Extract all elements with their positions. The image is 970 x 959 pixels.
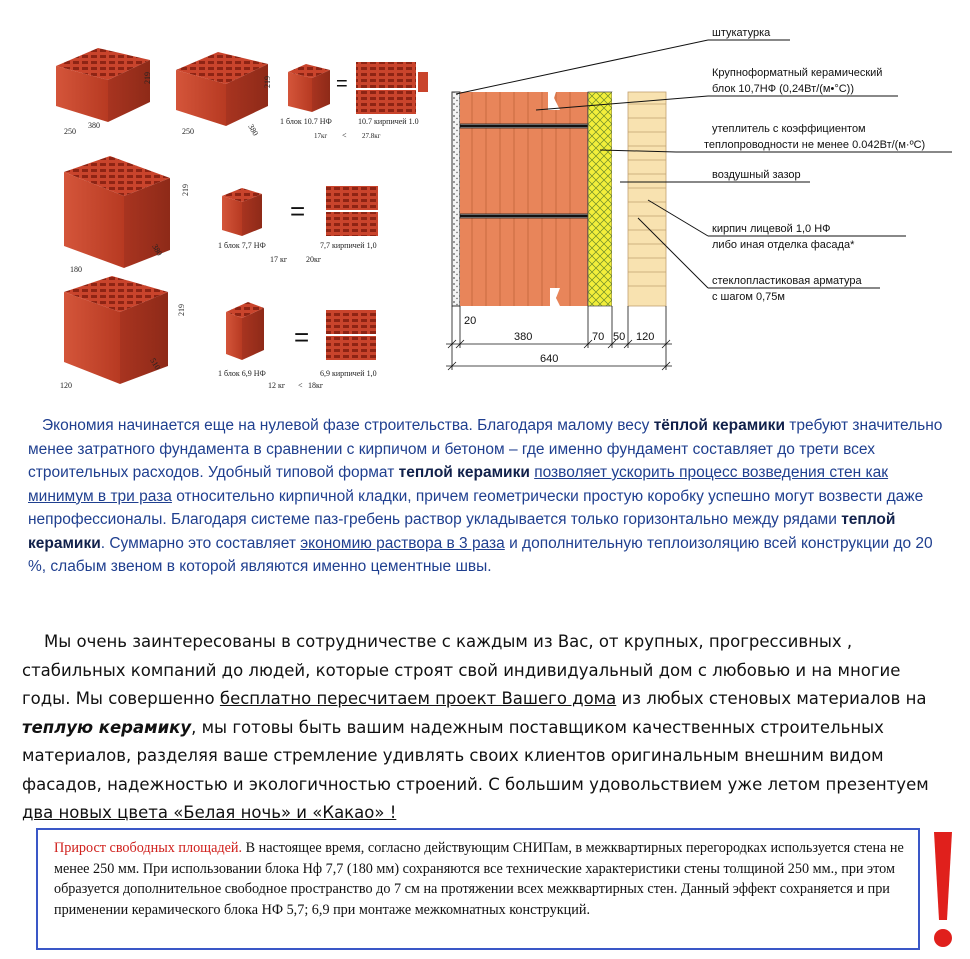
- p2-bi1: теплую керамику: [22, 717, 192, 737]
- row3-weight-left: 12 кг: [268, 381, 286, 390]
- brick-stack-3: [326, 310, 376, 360]
- ceramic-block-layer: [460, 86, 588, 310]
- row3-dim-w: 120: [60, 381, 72, 390]
- dim-b-h: 219: [263, 76, 272, 88]
- small-block-7-7: [222, 188, 262, 236]
- facing-brick-layer: [628, 92, 666, 306]
- p2-s2: из любых стеновых материалов на: [616, 689, 927, 708]
- block-10-7-b: [176, 52, 268, 126]
- p1-s2: требуют значительно менее затратного фундамента в сравнении с кирпичом и бетоном – где именно фундамент составляет до трети всех строительных расходов. Удобный типовой формат: [28, 417, 943, 481]
- label-block-1: Крупноформатный керамический: [712, 67, 883, 79]
- small-block-6-9: [226, 302, 264, 360]
- dim-b-l: 380: [246, 122, 261, 138]
- note-text: В настоящее время, согласно действующим СНИПам, в межквартирных перегородках используется стена не менее 250 мм. При использовании блока Нф 7,7 (180 мм) сохраняются все технические характеристики стены толщиной 250 мм., при этом образуется дополнительное свободное пространство до 7 см на протяжении всех межквартирных стен. Данный эффект сохраняется и при применении керамического блока НФ 5,7; 6,9 при монтаже межкомнатных конструкций.: [54, 840, 904, 918]
- row3-compare: <: [298, 381, 303, 390]
- row2-dim-h: 219: [181, 184, 190, 196]
- block-10-7-a: [56, 48, 150, 122]
- p1-s1: Экономия начинается еще на нулевой фазе строительства. Благодаря малому весу: [42, 417, 654, 434]
- economy-paragraph: [28, 414, 948, 579]
- label-facing-2: либо иная отделка фасада*: [712, 239, 855, 251]
- brick-comparison-figures: [0, 0, 440, 400]
- row1-bricks-caption: 10.7 кирпичей 1.0: [358, 117, 419, 126]
- row3-dim-l: 510: [148, 356, 163, 372]
- p2-u2: два новых цвета «Белая ночь» и «Какао» !: [22, 803, 397, 822]
- dim-b-w: 250: [182, 127, 194, 136]
- equals-sign-3: =: [294, 322, 310, 352]
- row3-block-caption: 1 блок 6,9 НФ: [218, 369, 266, 378]
- row3-bricks-caption: 6,9 кирпичей 1,0: [320, 369, 377, 378]
- cooperation-paragraph: [22, 628, 952, 828]
- note-heading: Прирост свободных площадей.: [54, 840, 243, 856]
- plaster-layer: [452, 92, 460, 306]
- air-gap: [612, 92, 628, 306]
- label-air-gap: воздушный зазор: [712, 169, 801, 181]
- row3-weight-right: 18кг: [308, 381, 324, 390]
- brick-stack-2: [326, 186, 378, 236]
- row3-dim-h: 219: [177, 304, 186, 316]
- row2-weight-right: 20кг: [306, 255, 322, 264]
- equals-sign-1: =: [336, 73, 348, 95]
- p2-s3: , мы готовы быть вашим надежным поставщиком качественных строительных материалов, разделяя ваше стремление удивлять своих клиентов оригинальным внешним видом фасадов, надежностью и экологичностью строений. С большим удовольствием уже летом презентуем: [22, 717, 929, 794]
- row2-weight-left: 17 кг: [270, 255, 288, 264]
- label-rebar-2: с шагом 0,75м: [712, 291, 785, 303]
- dim-20: 20: [464, 315, 477, 327]
- equals-sign-2: =: [290, 196, 306, 226]
- wall-section-diagram: [440, 0, 970, 400]
- p1-u2: экономию раствора в 3 раза: [300, 534, 505, 552]
- small-block-10-7: [288, 64, 330, 112]
- insulation-layer: [588, 92, 612, 306]
- p1-s5: и дополнительную теплоизоляцию всей конструкции до 20 %, слабым звеном в которой являются именно цементные швы.: [28, 534, 933, 575]
- dim-a-l: 380: [88, 121, 100, 130]
- p1-b3: теплой керамики: [28, 511, 896, 552]
- row2-bricks-caption: 7,7 кирпичей 1,0: [320, 241, 377, 250]
- row2-dim-w: 180: [70, 265, 82, 274]
- dim-70: 70: [592, 331, 605, 343]
- row2-block-caption: 1 блок 7,7 НФ: [218, 241, 266, 250]
- dim-50: 50: [613, 331, 626, 343]
- p1-u1: позволяет ускорить процесс возведения стен как минимум в три раза: [28, 464, 889, 505]
- row1-weight-right: 27.8кг: [362, 132, 381, 140]
- p1-s4: . Суммарно это составляет: [100, 534, 301, 552]
- exclamation-icon: [924, 826, 960, 952]
- label-plaster: штукатурка: [712, 27, 771, 39]
- p1-s3: относительно кирпичной кладки, причем геометрически простую коробку успешно могут возвести даже непрофессионалы. Благодаря системе паз-гребень раствор укладывается только горизонтально между рядами: [28, 487, 924, 528]
- row1-block-caption: 1 блок 10.7 НФ: [280, 117, 332, 126]
- label-rebar-1: стеклопластиковая арматура: [712, 275, 862, 287]
- p2-u1: бесплатно пересчитаем проект Вашего дома: [219, 689, 617, 708]
- dim-a-w: 250: [64, 127, 76, 136]
- dim-a-h: 219: [143, 72, 152, 84]
- dim-380: 380: [514, 331, 533, 343]
- label-block-2: блок 10,7НФ (0,24Вт/(м•°С)): [712, 83, 854, 95]
- row2-dim-l: 380: [150, 242, 165, 258]
- label-insul-2: теплопроводности не менее 0.042Вт/(м·ºС): [704, 139, 926, 151]
- p1-b2: теплой керамики: [398, 464, 530, 481]
- free-space-note: [36, 828, 920, 950]
- row1-weight-left: 17кг: [314, 132, 328, 140]
- dim-total: 640: [540, 353, 559, 365]
- dim-120: 120: [636, 331, 655, 343]
- brick-stack-1: [356, 62, 428, 114]
- p1-b1: тёплой керамики: [653, 417, 785, 434]
- row1-compare: <: [342, 131, 347, 140]
- p2-s1: Мы очень заинтересованы в сотрудничестве с каждым из Вас, от крупных, прогрессивных , стабильных компаний до людей, которые строят свой индивидуальный дом с любовью и на многие годы. Мы совершенно: [22, 632, 901, 708]
- label-insul-1: утеплитель с коэффициентом: [712, 123, 866, 135]
- label-facing-1: кирпич лицевой 1,0 НФ: [712, 223, 831, 235]
